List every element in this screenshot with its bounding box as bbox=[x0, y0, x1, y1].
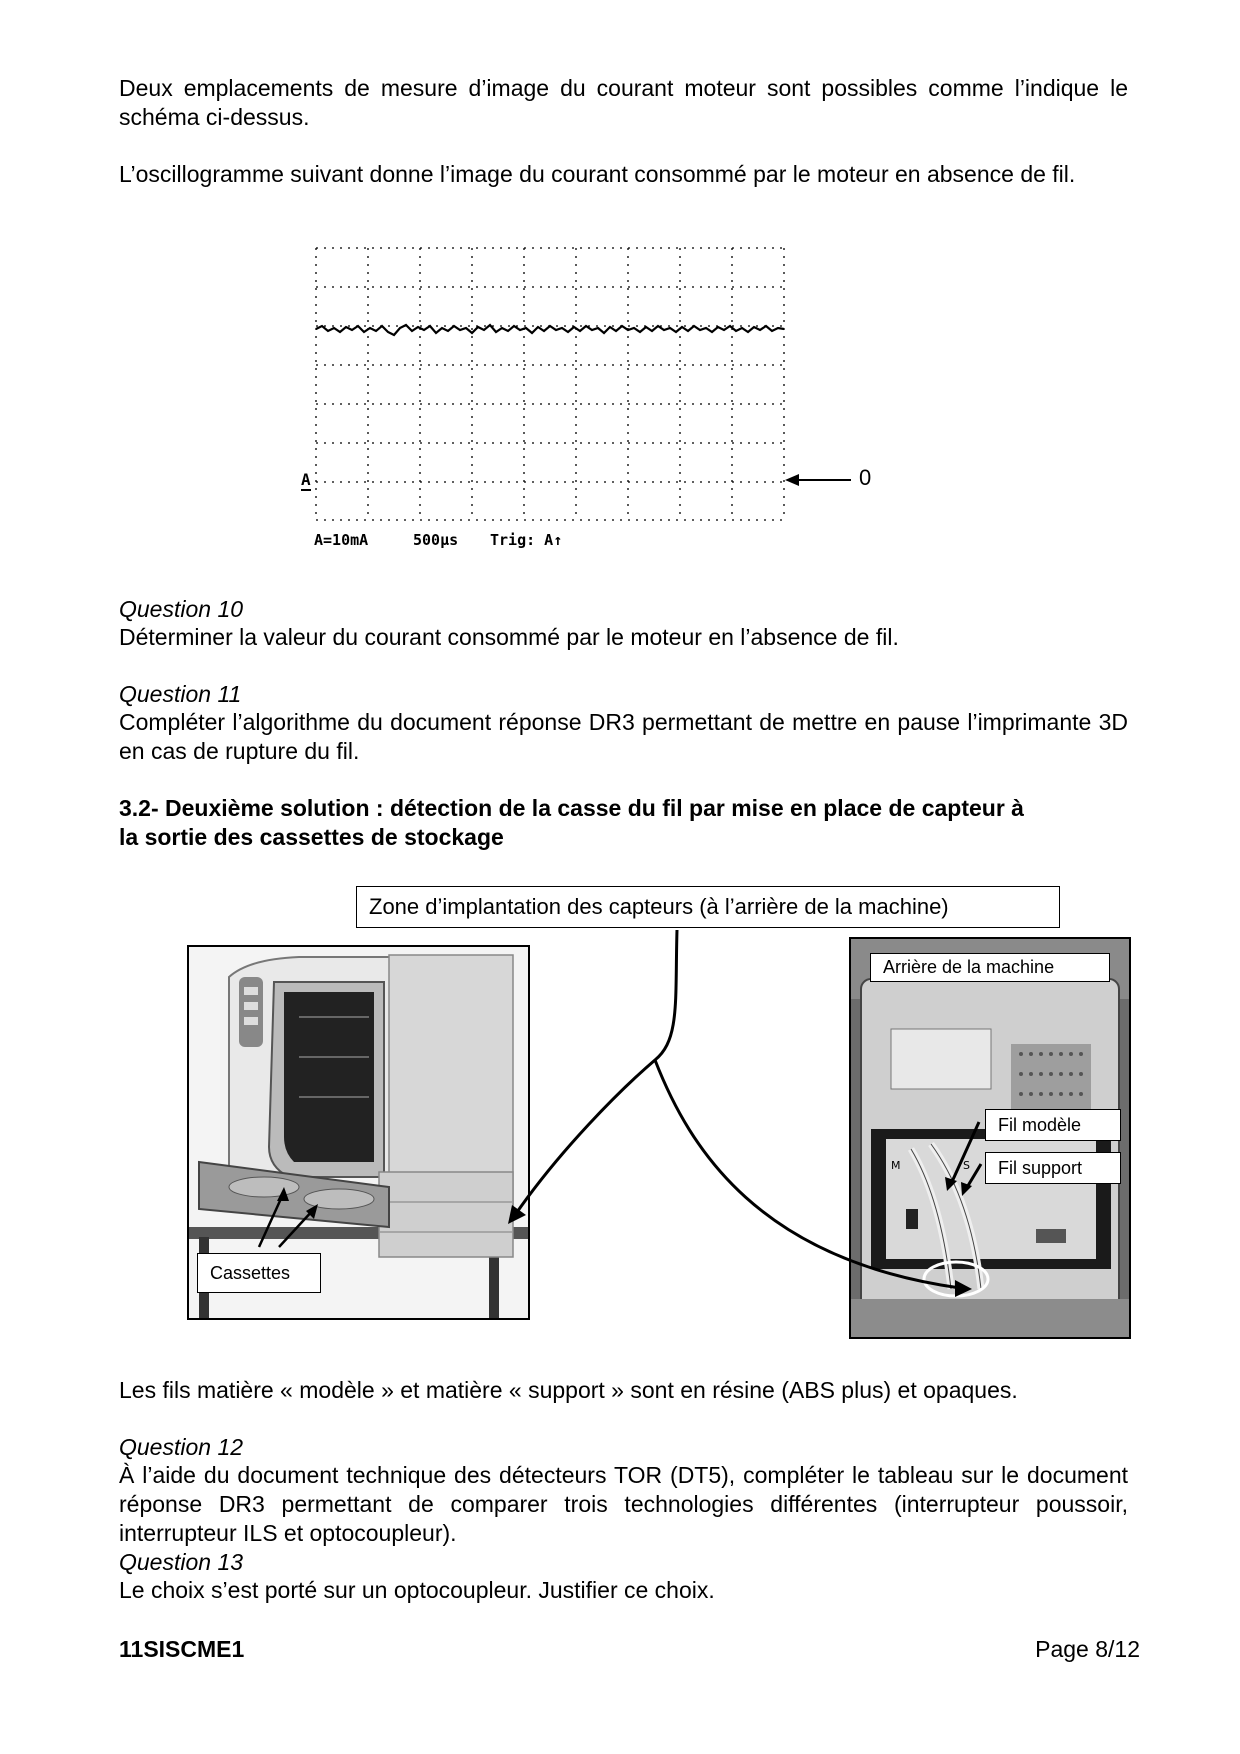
scope-timebase-readout: 500µs bbox=[413, 531, 459, 549]
photo-letter-s: S bbox=[963, 1159, 970, 1172]
cassettes-label: Cassettes bbox=[210, 1262, 291, 1283]
footer-page-number: Page 8/12 bbox=[1035, 1636, 1140, 1662]
question-10-title: Question 10 bbox=[119, 596, 244, 622]
section-heading-line-2: la sortie des cassettes de stockage bbox=[119, 824, 504, 850]
fil-support-label: Fil support bbox=[998, 1157, 1083, 1178]
zone-label: Zone d’implantation des capteurs (à l’arrière de la machine) bbox=[369, 894, 949, 919]
section-heading-line-1: 3.2- Deuxième solution : détection de la casse du fil par mise en place de capteur à bbox=[119, 795, 1024, 821]
photo-letter-m: M bbox=[891, 1159, 901, 1172]
rear-label: Arrière de la machine bbox=[883, 957, 1055, 977]
question-11-text: Compléter l’algorithme du document réponse DR3 permettant de mettre en pause l’imprimante 3D en cas de rupture du fil. bbox=[119, 709, 1128, 764]
question-13-text: Le choix s’est porté sur un optocoupleur. Justifier ce choix. bbox=[119, 1577, 715, 1603]
materials-text: Les fils matière « modèle » et matière « support » sont en résine (ABS plus) et opaques. bbox=[119, 1377, 1018, 1403]
fil-modele-label: Fil modèle bbox=[998, 1114, 1082, 1135]
question-11-title: Question 11 bbox=[119, 681, 242, 707]
arrow-head-cassettes bbox=[508, 1205, 526, 1224]
channel-marker: A bbox=[301, 470, 311, 489]
arrow-to-cassettes bbox=[515, 930, 677, 1215]
arrow-head-rear bbox=[955, 1280, 972, 1297]
question-10-text: Déterminer la valeur du courant consommé par le moteur en l’absence de fil. bbox=[119, 624, 899, 650]
intro-paragraph-1: Deux emplacements de mesure d’image du courant moteur sont possibles comme l’indique le schéma ci-dessus. bbox=[119, 75, 1128, 130]
question-13-title: Question 13 bbox=[119, 1549, 244, 1575]
scope-channel-readout: A=10mA bbox=[314, 531, 369, 549]
zero-label: 0 bbox=[859, 465, 872, 490]
question-12-title: Question 12 bbox=[119, 1434, 244, 1460]
footer-code: 11SISCME1 bbox=[119, 1636, 245, 1662]
intro-paragraph-2: L’oscillogramme suivant donne l’image du courant consommé par le moteur en absence de fil. bbox=[119, 161, 1076, 187]
question-12-text: À l’aide du document technique des détecteurs TOR (DT5), compléter le tableau sur le document réponse DR3 permettant de comparer trois technologies différentes (interrupteur poussoir, interrupteur ILS et optocoupleur). bbox=[119, 1462, 1128, 1546]
arrow-to-rear bbox=[655, 1060, 960, 1288]
scope-trigger-readout: Trig: A↑ bbox=[490, 531, 563, 549]
